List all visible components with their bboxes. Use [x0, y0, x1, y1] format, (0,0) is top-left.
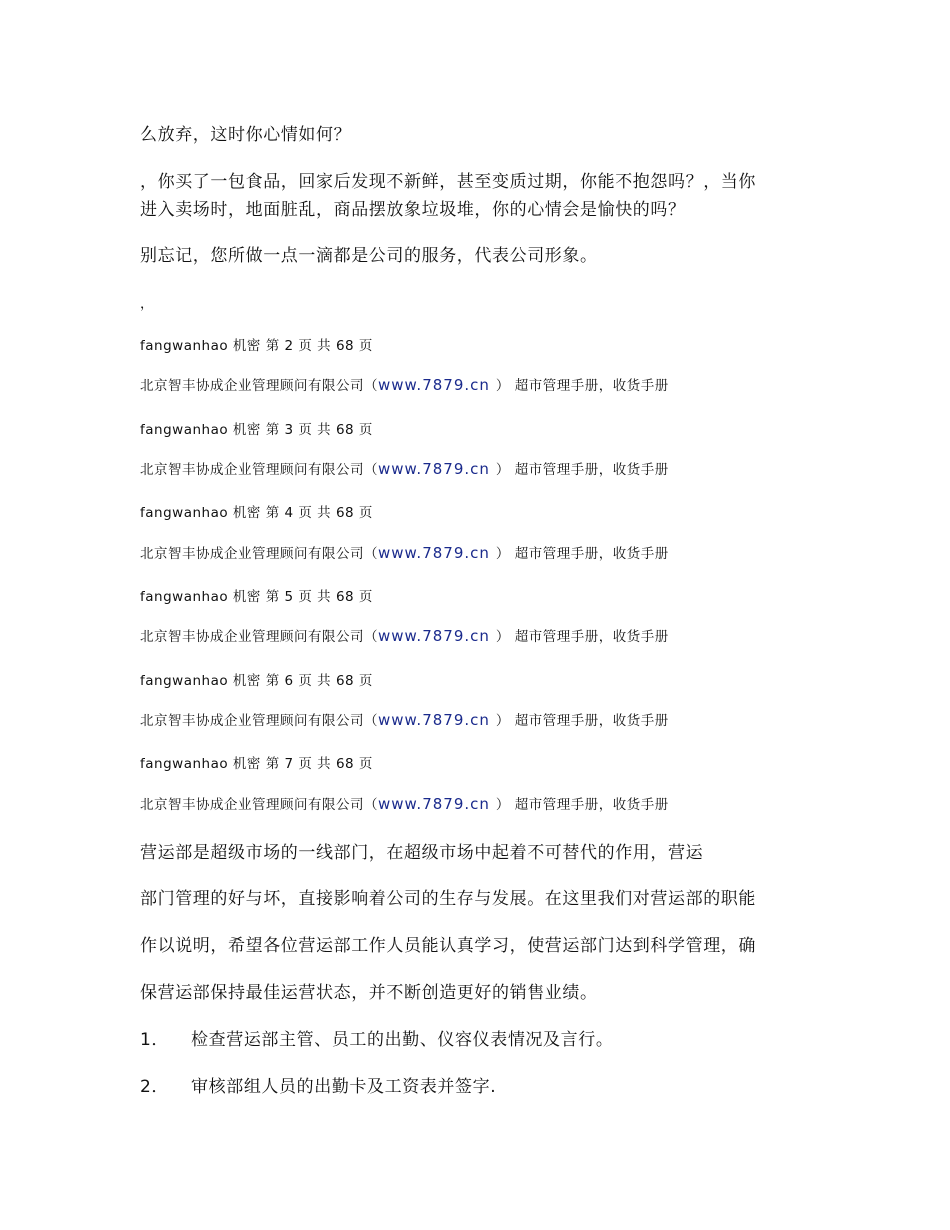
list-item: [140, 1025, 613, 1050]
company-footer: [140, 458, 669, 478]
company-name: 北京智丰协成企业管理顾问有限公司（: [140, 378, 378, 394]
page-footer-label: fangwanhao 机密 第 2 页 共 68 页: [140, 338, 373, 354]
page-footer-label: fangwanhao 机密 第 7 页 共 68 页: [140, 756, 373, 772]
body-line-2: 部门管理的好与坏，直接影响着公司的生存与发展。在这里我们对营运部的职能: [140, 889, 756, 909]
body-line-1: 营运部是超级市场的一线部门，在超级市场中起着不可替代的作用，营运: [140, 843, 704, 863]
website-link[interactable]: www.7879.cn: [378, 460, 490, 478]
manual-title: ） 超市管理手册，收货手册: [495, 629, 669, 645]
page-footer-label: fangwanhao 机密 第 5 页 共 68 页: [140, 589, 373, 605]
company-name: 北京智丰协成企业管理顾问有限公司（: [140, 546, 378, 562]
page-footer-label: fangwanhao 机密 第 6 页 共 68 页: [140, 673, 373, 689]
company-name: 北京智丰协成企业管理顾问有限公司（: [140, 713, 378, 729]
intro-line-4: 别忘记，您所做一点一滴都是公司的服务，代表公司形象。: [140, 246, 598, 266]
company-footer: [140, 625, 669, 645]
manual-title: ） 超市管理手册，收货手册: [495, 378, 669, 394]
manual-title: ） 超市管理手册，收货手册: [495, 546, 669, 562]
website-link[interactable]: www.7879.cn: [378, 795, 490, 813]
manual-title: ） 超市管理手册，收货手册: [495, 797, 669, 813]
intro-line-1: 么放弃，这时你心情如何？: [140, 125, 352, 145]
list-text: 审核部组人员的出勤卡及工资表并签字.: [191, 1077, 497, 1097]
website-link[interactable]: www.7879.cn: [378, 711, 490, 729]
company-footer: [140, 542, 669, 562]
manual-title: ） 超市管理手册，收货手册: [495, 462, 669, 478]
list-text: 检查营运部主管、员工的出勤、仪容仪表情况及言行。: [191, 1030, 614, 1050]
list-number: 2．: [140, 1077, 170, 1097]
company-name: 北京智丰协成企业管理顾问有限公司（: [140, 462, 378, 478]
website-link[interactable]: www.7879.cn: [378, 376, 490, 394]
intro-line-5: ，: [140, 296, 154, 312]
company-footer: [140, 793, 669, 813]
page-footer-label: fangwanhao 机密 第 3 页 共 68 页: [140, 422, 373, 438]
intro-line-2: ，你买了一包食品，回家后发现不新鲜，甚至变质过期，你能不抱怨吗？，当你: [140, 172, 756, 192]
company-name: 北京智丰协成企业管理顾问有限公司（: [140, 629, 378, 645]
company-footer: [140, 374, 669, 394]
intro-line-3: 进入卖场时，地面脏乱，商品摆放象垃圾堆，你的心情会是愉快的吗？: [140, 200, 686, 220]
manual-title: ） 超市管理手册，收货手册: [495, 713, 669, 729]
website-link[interactable]: www.7879.cn: [378, 627, 490, 645]
list-item: [140, 1072, 496, 1097]
company-footer: [140, 709, 669, 729]
list-number: 1．: [140, 1030, 170, 1050]
page-footer-label: fangwanhao 机密 第 4 页 共 68 页: [140, 505, 373, 521]
body-line-3: 作以说明，希望各位营运部工作人员能认真学习，使营运部门达到科学管理，确: [140, 936, 756, 956]
website-link[interactable]: www.7879.cn: [378, 544, 490, 562]
body-line-4: 保营运部保持最佳运营状态，并不断创造更好的销售业绩。: [140, 983, 598, 1003]
company-name: 北京智丰协成企业管理顾问有限公司（: [140, 797, 378, 813]
